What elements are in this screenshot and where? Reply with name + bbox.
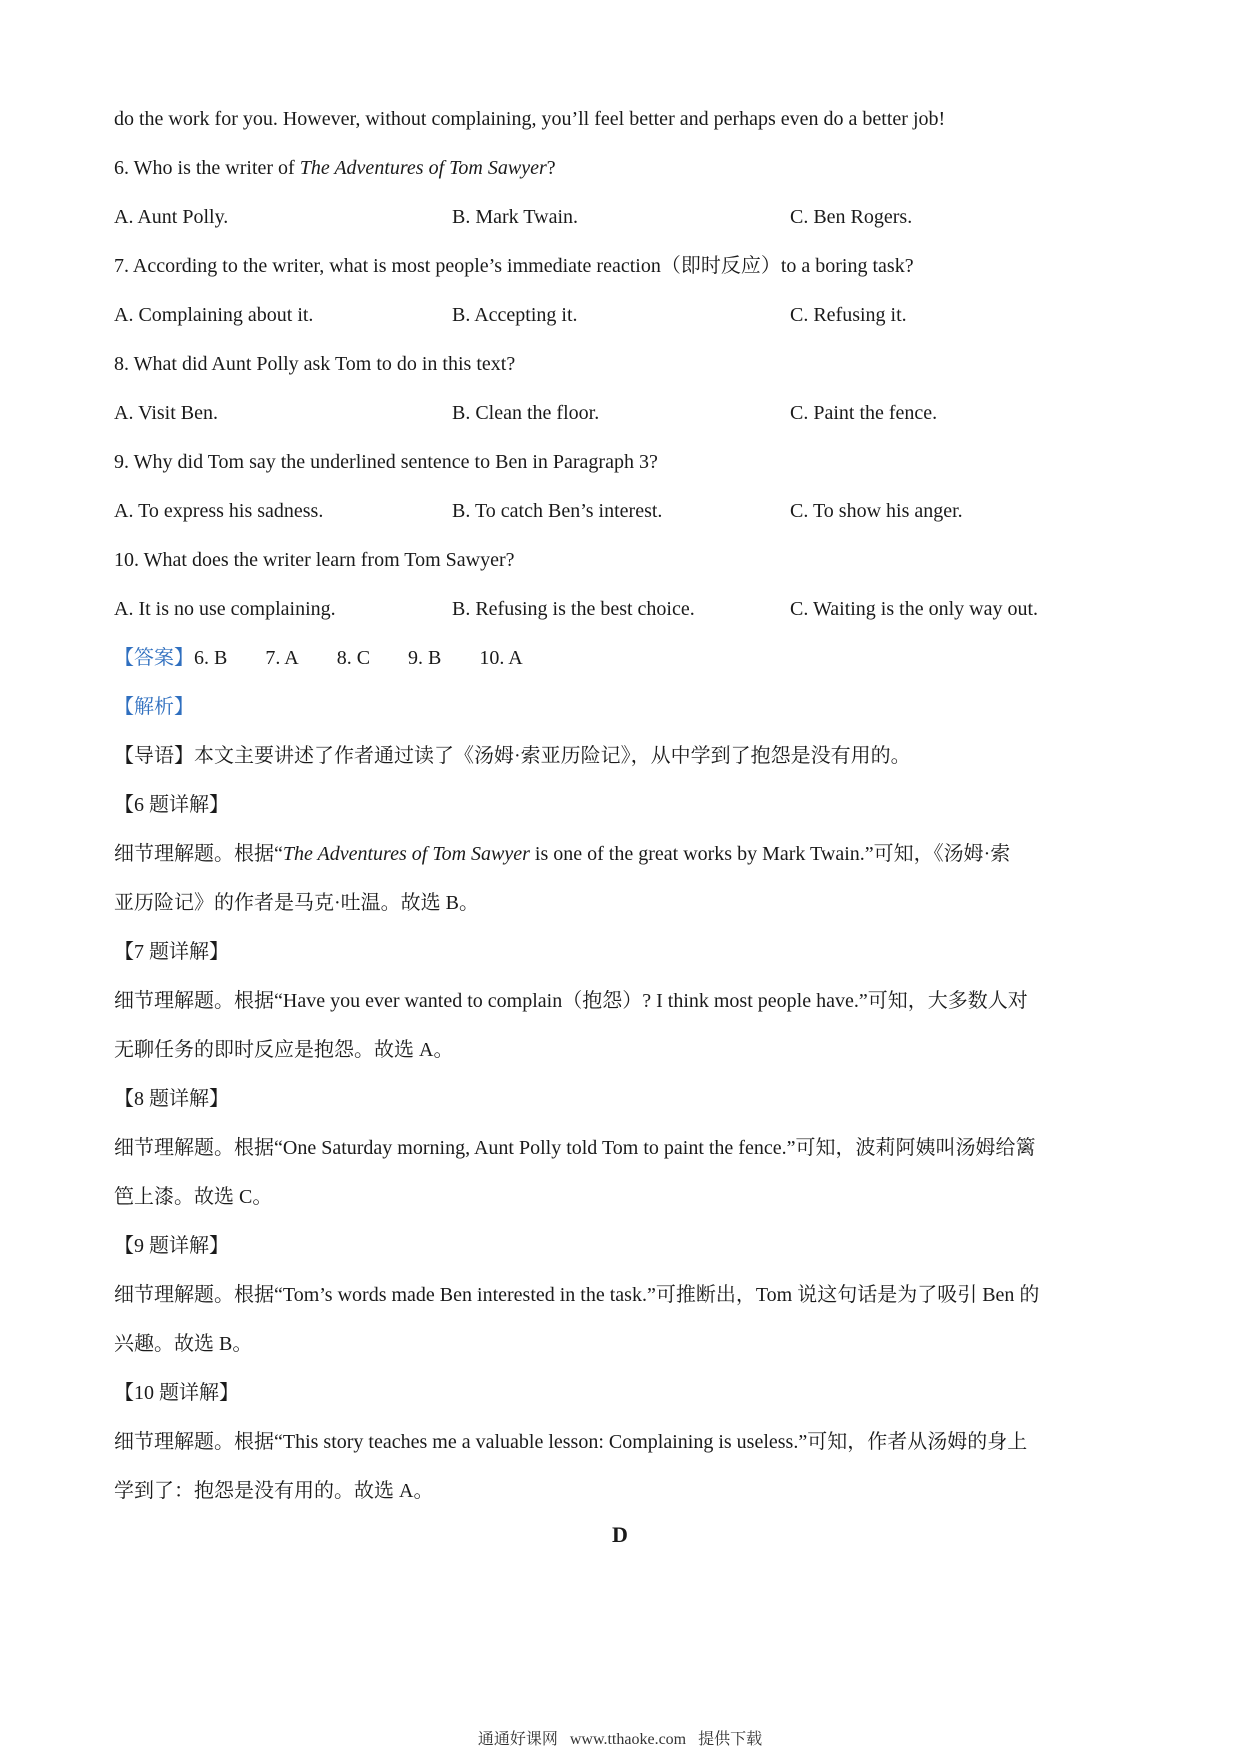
answer-6: 6. B xyxy=(194,647,228,669)
detail-8-line-1: 细节理解题。根据“One Saturday morning, Aunt Polly told Tom to paint the fence.”可知，波莉阿姨叫汤姆给篱 xyxy=(114,1137,1036,1159)
answer-7: 7. A xyxy=(265,647,299,669)
answer-10: 10. A xyxy=(479,647,523,669)
question-8-option-c: C. Paint the fence. xyxy=(790,402,938,424)
question-10-option-c: C. Waiting is the only way out. xyxy=(790,598,1039,620)
question-9-option-b: B. To catch Ben’s interest. xyxy=(452,500,663,522)
detail-7-heading: 【7 题详解】 xyxy=(114,941,229,963)
detail-8-heading: 【8 题详解】 xyxy=(114,1088,229,1110)
detail-6-text-a: 细节理解题。根据“ xyxy=(114,843,283,865)
question-9-option-a: A. To express his sadness. xyxy=(114,500,324,522)
question-9: 9. Why did Tom say the underlined sentence to Ben in Paragraph 3? xyxy=(114,451,658,473)
question-9-option-c: C. To show his anger. xyxy=(790,500,963,522)
question-6-prefix: 6. Who is the writer of xyxy=(114,157,300,179)
question-10-option-a: A. It is no use complaining. xyxy=(114,598,336,620)
detail-6-text-b: is one of the great works by Mark Twain.”可知，《汤姆·索 xyxy=(529,843,1011,865)
guide-text: 【导语】本文主要讲述了作者通过读了《汤姆·索亚历险记》，从中学到了抱怨是没有用的。 xyxy=(114,745,911,767)
detail-6-heading: 【6 题详解】 xyxy=(114,794,229,816)
section-heading: D xyxy=(612,1522,628,1547)
question-7: 7. According to the writer, what is most people’s immediate reaction（即时反应）to a boring task? xyxy=(114,255,914,277)
question-7-option-a: A. Complaining about it. xyxy=(114,304,314,326)
question-10-option-b: B. Refusing is the best choice. xyxy=(452,598,695,620)
answer-9: 9. B xyxy=(408,647,442,669)
footer-url[interactable]: www.tthaoke.com xyxy=(569,1731,687,1748)
question-6-option-b: B. Mark Twain. xyxy=(452,206,578,228)
analysis-label: 【解析】 xyxy=(114,696,194,718)
answer-8: 8. C xyxy=(336,647,371,669)
detail-9-heading: 【9 题详解】 xyxy=(114,1235,229,1257)
page-footer xyxy=(0,1726,1240,1749)
detail-6-book-title: The Adventures of Tom Sawyer xyxy=(282,843,530,865)
answer-line xyxy=(114,645,561,671)
passage-text: do the work for you. However, without complaining, you’ll feel better and perhaps even do a better job! xyxy=(114,108,946,130)
detail-6-line-1 xyxy=(114,841,1010,867)
detail-7-line-2: 无聊任务的即时反应是抱怨。故选 A。 xyxy=(114,1039,454,1061)
question-6-suffix: ? xyxy=(546,157,556,179)
question-7-option-c: C. Refusing it. xyxy=(790,304,907,326)
question-6-option-a: A. Aunt Polly. xyxy=(114,206,229,228)
detail-9-line-1: 细节理解题。根据“Tom’s words made Ben interested in the task.”可推断出，Tom 说这句话是为了吸引 Ben 的 xyxy=(114,1284,1040,1306)
detail-6-line-2: 亚历险记》的作者是马克·吐温。故选 B。 xyxy=(114,892,479,914)
question-8-option-b: B. Clean the floor. xyxy=(452,402,600,424)
question-7-option-b: B. Accepting it. xyxy=(452,304,578,326)
detail-10-line-1: 细节理解题。根据“This story teaches me a valuable lesson: Complaining is useless.”可知，作者从汤姆的身上 xyxy=(114,1431,1028,1453)
answer-label: 【答案】 xyxy=(114,647,194,669)
detail-10-heading: 【10 题详解】 xyxy=(114,1382,239,1404)
question-8: 8. What did Aunt Polly ask Tom to do in this text? xyxy=(114,353,516,375)
detail-7-line-1: 细节理解题。根据“Have you ever wanted to complain（抱怨）? I think most people have.”可知，大多数人对 xyxy=(114,990,1028,1012)
footer-tagline: 提供下载 xyxy=(698,1731,763,1748)
detail-8-line-2: 笆上漆。故选 C。 xyxy=(114,1186,273,1208)
footer-site-name: 通通好课网 xyxy=(477,1731,558,1748)
question-6 xyxy=(114,155,556,181)
question-6-book-title: The Adventures of Tom Sawyer xyxy=(299,157,547,179)
question-8-option-a: A. Visit Ben. xyxy=(114,402,218,424)
question-10: 10. What does the writer learn from Tom Sawyer? xyxy=(114,549,515,571)
detail-10-line-2: 学到了：抱怨是没有用的。故选 A。 xyxy=(114,1480,434,1502)
detail-9-line-2: 兴趣。故选 B。 xyxy=(114,1333,253,1355)
question-6-option-c: C. Ben Rogers. xyxy=(790,206,913,228)
